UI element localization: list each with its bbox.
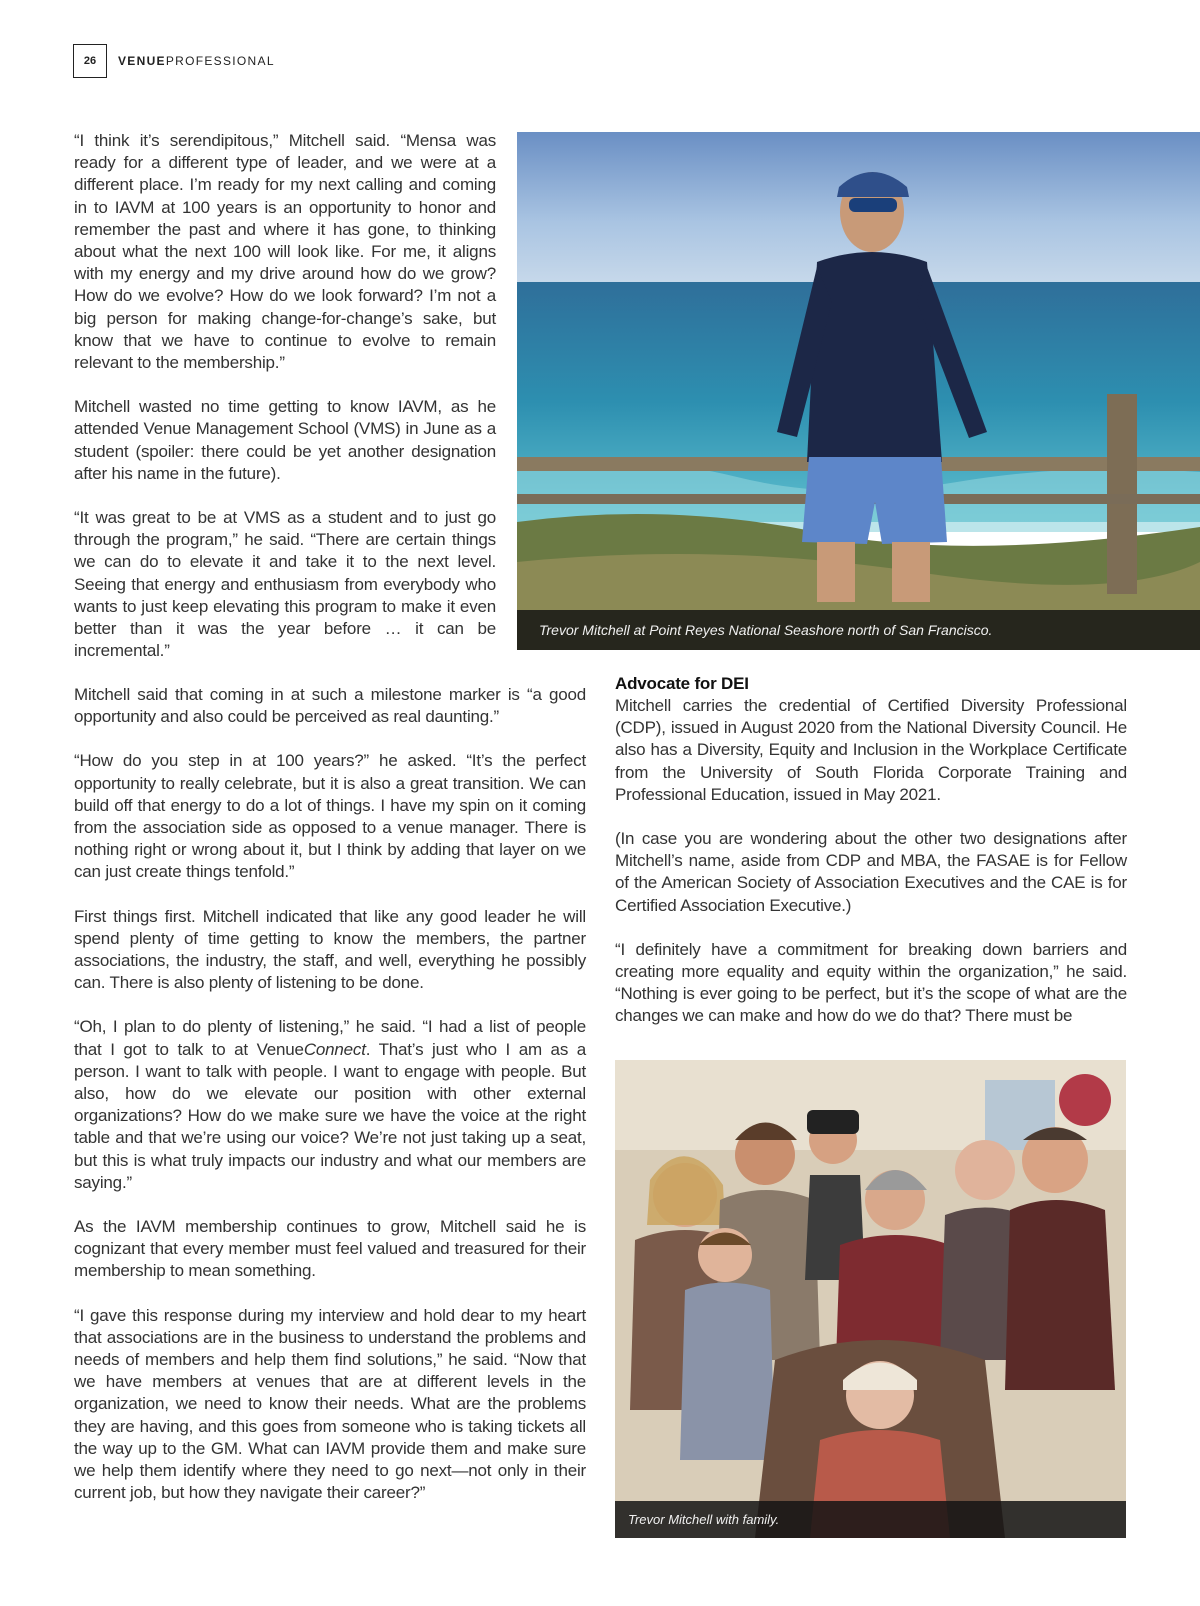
text-run: . That’s just who I am as a person. I want to talk with people. I want to engage with people. But also, how do we elevate our position with other external organizations? How do we make sure we have the voice at the right table and that we’re using our voice? We’re not just taking up a seat, but this is what truly impacts our industry and what our members are saying.” [74,1039,587,1192]
left-column-top [74,130,496,684]
paragraph: First things first. Mitchell indicated that like any good leader he will spend plenty of time getting to know the members, the partner associations, the industry, the staff, and well, everything he possibly can. There is also plenty of listening to be done. [74,906,586,993]
masthead-bold: VENUE [118,54,166,68]
left-column-bottom [74,684,586,1527]
page-number: 26 [73,44,107,78]
text-run: “Oh, I plan to do plenty of listening,” he said. “I had a list of people that I got to talk to at Venue [74,1017,586,1059]
paragraph: (In case you are wondering about the other two designations after Mitchell’s name, aside from CDP and MBA, the FASAE is for Fellow of the American Society of Association Executives and the CAE is for Certified Association Executive.) [615,829,1127,915]
paragraph: “How do you step in at 100 years?” he asked. “It’s the perfect opportunity to really celebrate, but it is also a great transition. We can build off that energy to do a lot of things. I have my spin on it coming from the association side as opposed to a venue manager. There is nothing right or wrong about it, but I think by adding that layer on we can just create things tenfold.” [74,751,586,882]
paragraph: As the IAVM membership continues to grow, Mitchell said he is cognizant that every member must feel valued and treasured for their membership to mean something. [74,1217,586,1281]
masthead [118,54,275,68]
photo-caption: Trevor Mitchell with family. [615,1501,1126,1538]
paragraph: “I think it’s serendipitous,” Mitchell said. “Mensa was ready for a different type of leader, and we were at a different place. I’m ready for my next calling and coming in to IAVM at 100 years is an opportunity to honor and remember the past and where it has gone, to thinking about what the next 100 will look like. For me, it aligns with my energy and my drive around how do we grow? How do we evolve? How do we look forward? I’m not a big person for making change-for-change’s sake, but know that we have to continue to evolve to remain relevant to the membership.” [74,131,496,373]
paragraph: “I definitely have a commitment for breaking down barriers and creating more equality and equity within the organization,” he said. “Nothing is ever going to be perfect, but it’s the scope of what are the changes we can make and how do we do that? There must be [615,939,1127,1026]
paragraph: Mitchell carries the credential of Certified Diversity Professional (CDP), issued in August 2020 from the National Diversity Council. He also has a Diversity, Equity and Inclusion in the Workplace Certificate from the University of South Florida Corporate Training and Professional Education, issued in May 2021. [615,696,1127,804]
paragraph [74,1016,586,1194]
portrait-photo [517,132,1200,650]
seashore-image [517,132,1200,650]
masthead-regular: PROFESSIONAL [165,54,275,68]
paragraph: “I gave this response during my interview and hold dear to my heart that associations are in the business to understand the problems and needs of members and help them find solutions,” he said. “Now that we have members at venues that are at different levels in the organization, we need to know their needs. What are the problems they are having, and this goes from someone who is taking tickets all the way up to the GM. What can IAVM provide them and make sure we help them identify where they need to go next—not only in their current job, but how they navigate their career?” [74,1305,586,1503]
italic-text: Connect [303,1039,366,1059]
photo-caption: Trevor Mitchell at Point Reyes National Seashore north of San Francisco. [517,610,1200,650]
family-image [615,1060,1126,1538]
section-heading: Advocate for DEI [615,674,749,693]
family-photo [615,1060,1126,1538]
paragraph: Mitchell wasted no time getting to know IAVM, as he attended Venue Management School (VMS) in June as a student (spoiler: there could be yet another designation after his name in the future). [74,397,496,483]
paragraph: “It was great to be at VMS as a student and to just go through the program,” he said. “There are certain things we can do to elevate it and take it to the next level. Seeing that energy and enthusiasm from everybody who wants to just keep elevating this program to make it even better than it was the year before … it can be incremental.” [74,508,496,661]
paragraph: Mitchell said that coming in at such a milestone marker is “a good opportunity and also could be perceived as real daunting.” [74,685,586,727]
right-column [615,673,1127,1050]
